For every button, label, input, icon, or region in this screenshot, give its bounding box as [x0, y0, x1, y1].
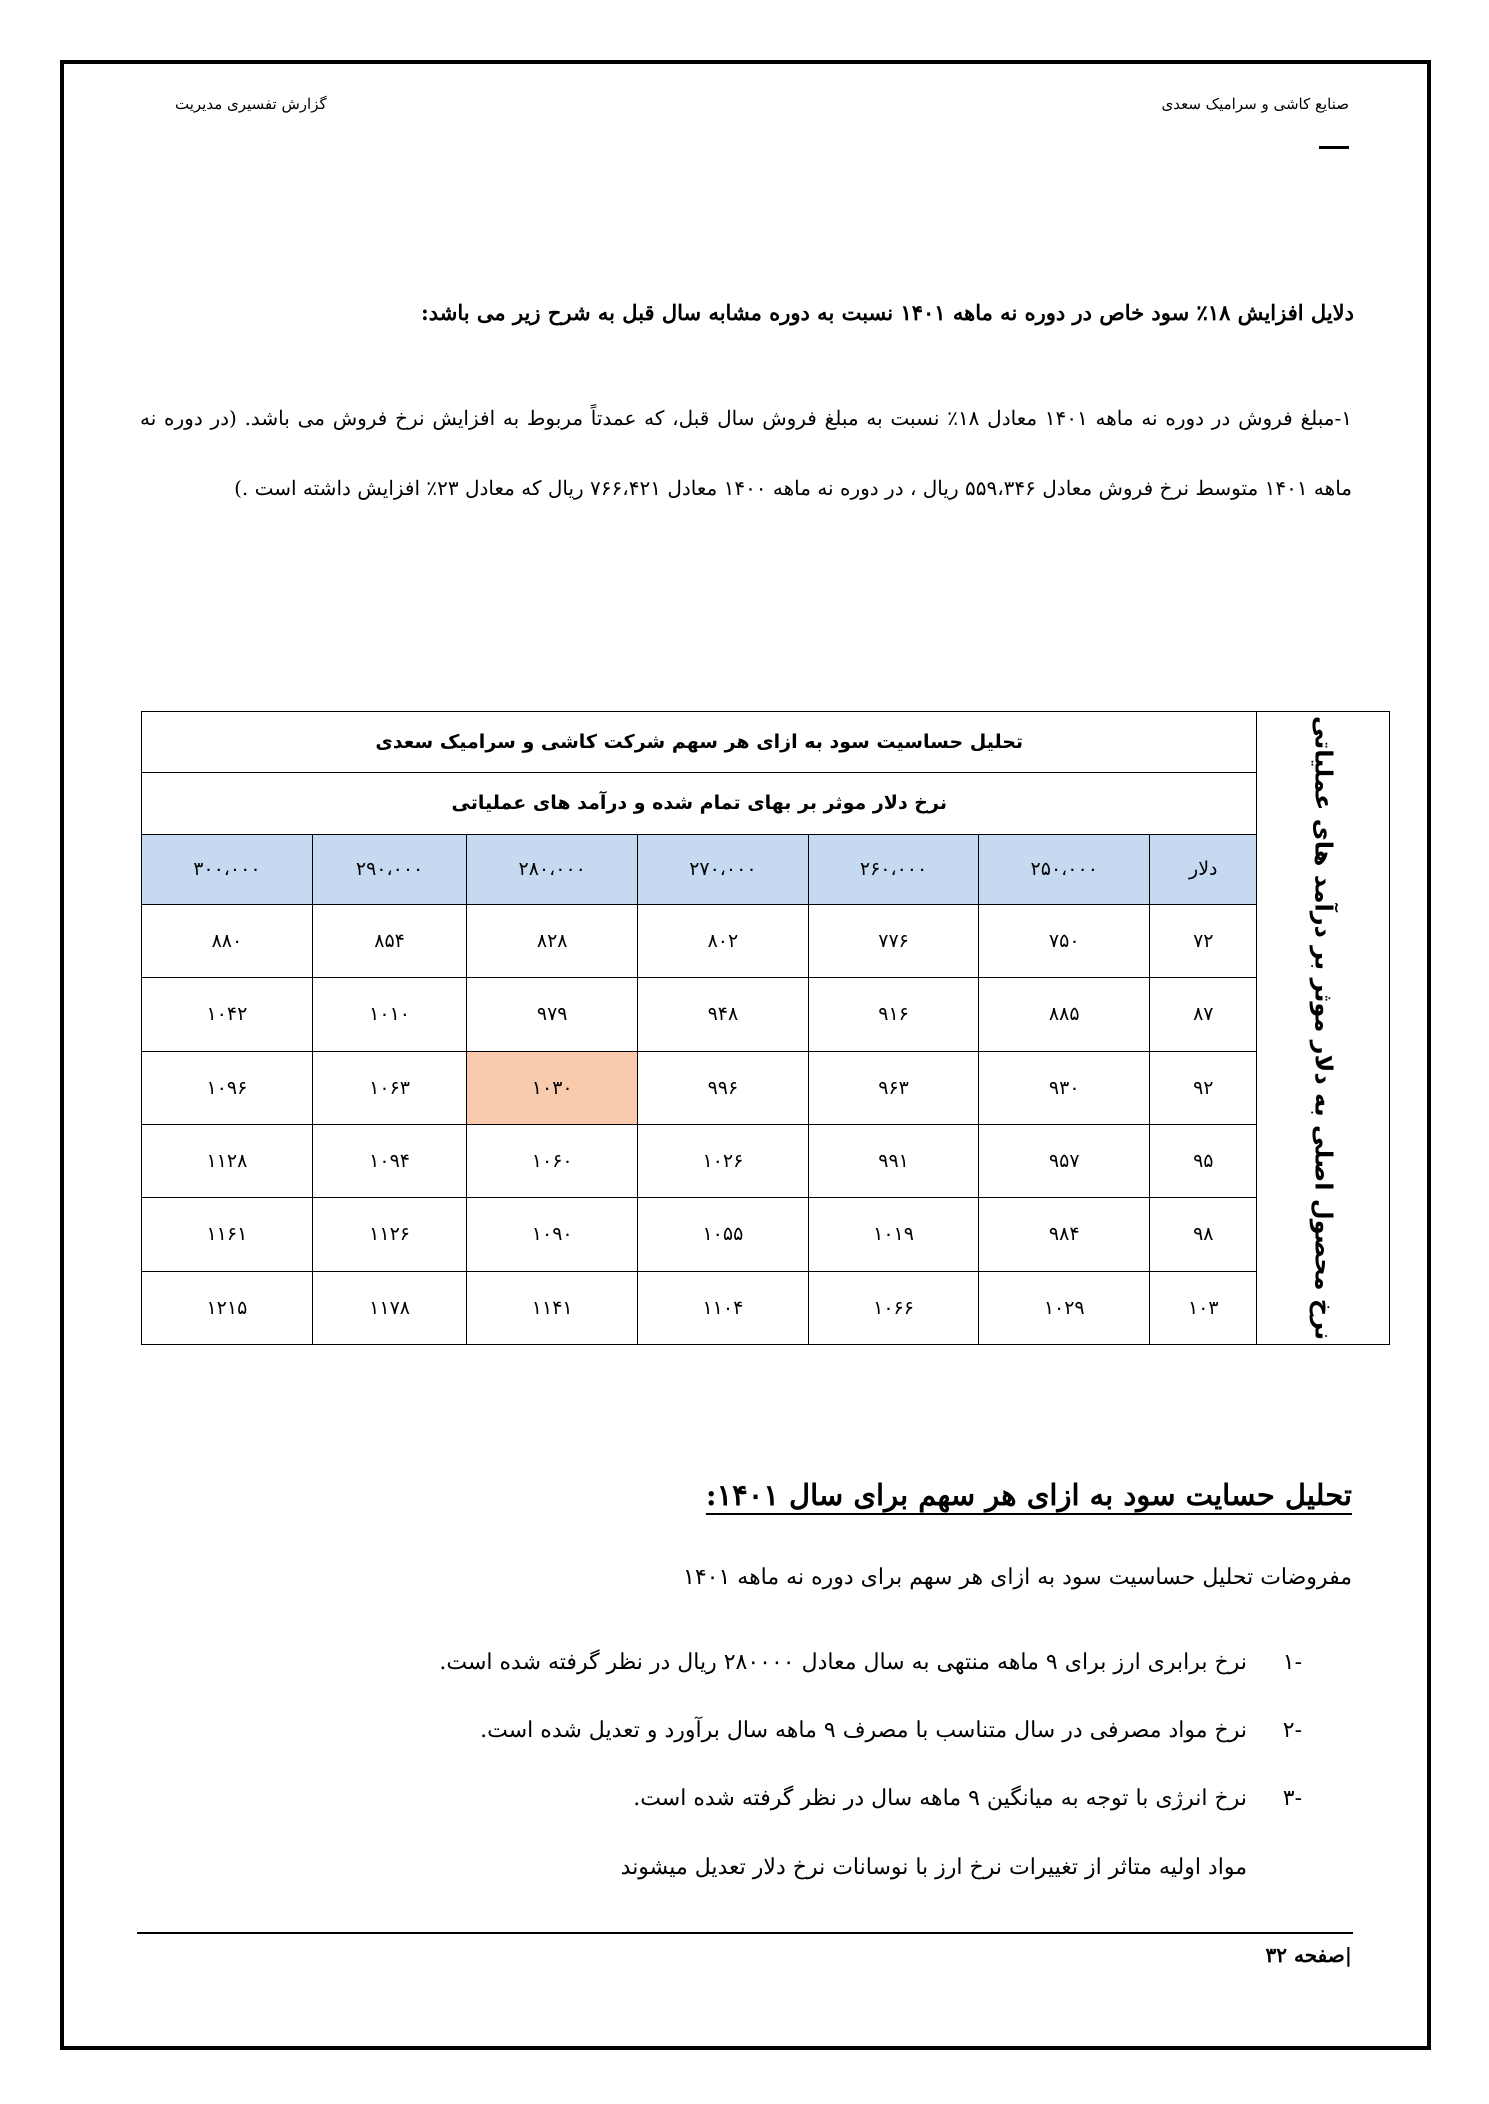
table-cell: ۱۰۹۶: [142, 1051, 313, 1124]
table-cell: ۹۶۳: [808, 1051, 979, 1124]
table-cell: ۸۲۸: [467, 904, 638, 977]
table-row: [142, 1051, 1390, 1124]
table-row: [142, 978, 1390, 1051]
page-number: |صفحه ۳۲: [1265, 1943, 1352, 1967]
table-cell: ۱۱۲۸: [142, 1124, 313, 1197]
assumption-number: -۳: [1282, 1786, 1302, 1811]
table-cell: ۷۷۶: [808, 904, 979, 977]
table-cell: ۱۲۱۵: [142, 1271, 313, 1344]
row-dollar-rate: ۱۰۳: [1150, 1271, 1257, 1344]
table-cell: ۱۰۵۵: [638, 1198, 809, 1271]
column-header: ۲۵۰،۰۰۰: [979, 834, 1150, 904]
sensitivity-table: [141, 711, 1390, 1345]
table-cell: ۱۰۱۰: [312, 978, 467, 1051]
assumption-text: نرخ انرژی با توجه به میانگین ۹ ماهه سال در نظر گرفته شده است.: [633, 1786, 1247, 1811]
table-vertical-label-cell: [1257, 712, 1390, 1345]
column-header: ۲۹۰،۰۰۰: [312, 834, 467, 904]
table-cell: ۱۰۹۴: [312, 1124, 467, 1197]
row-dollar-rate: ۹۸: [1150, 1198, 1257, 1271]
paragraph-text: ۱-مبلغ فروش در دوره نه ماهه ۱۴۰۱ معادل ۱۸٪ نسبت به مبلغ فروش سال قبل، که عمدتاً مربوط به افزایش نرخ فروش می باشد. (در دوره نه ماهه ۱۴۰۱ متوسط نرخ فروش معادل ۵۵۹،۳۴۶ ریال ، در دوره نه ماهه ۱۴۰۰ معادل ۷۶۶،۴۲۱ ریال که معادل ۲۳٪ افزایش داشته است .): [140, 406, 1353, 500]
table-cell: ۱۰۱۹: [808, 1198, 979, 1271]
table-cell: ۹۱۶: [808, 978, 979, 1051]
table-cell: ۹۸۴: [979, 1198, 1150, 1271]
table-cell: ۱۰۶۶: [808, 1271, 979, 1344]
table-cell: ۱۱۰۴: [638, 1271, 809, 1344]
header-company: صنایع کاشی و سرامیک سعدی: [1161, 95, 1349, 113]
table-cell: ۹۴۸: [638, 978, 809, 1051]
table-cell: ۱۱۴۱: [467, 1271, 638, 1344]
table-subtitle: نرخ دلار موثر بر بهای تمام شده و درآمد های عملیاتی: [142, 773, 1257, 834]
assumption-number: -۱: [1282, 1650, 1302, 1675]
table-row: [142, 1198, 1390, 1271]
assumption-note: مواد اولیه متاثر از تغییرات نرخ ارز با نوسانات نرخ دلار تعدیل میشوند: [620, 1855, 1247, 1880]
table-cell: ۹۷۹: [467, 978, 638, 1051]
table-cell: ۱۰۹۰: [467, 1198, 638, 1271]
table-cell: ۱۰۲۹: [979, 1271, 1150, 1344]
table-cell: ۸۸۵: [979, 978, 1150, 1051]
table-cell: ۱۱۷۸: [312, 1271, 467, 1344]
assumption-item: [202, 1786, 1302, 1816]
table-cell: ۹۳۰: [979, 1051, 1150, 1124]
table-row: [142, 1124, 1390, 1197]
table-cell: ۱۱۶۱: [142, 1198, 313, 1271]
table-cell: ۹۹۶: [638, 1051, 809, 1124]
row-dollar-rate: ۹۲: [1150, 1051, 1257, 1124]
row-dollar-rate: ۷۲: [1150, 904, 1257, 977]
assumption-number: -۲: [1282, 1718, 1302, 1743]
column-header: ۲۷۰،۰۰۰: [638, 834, 809, 904]
table-cell: ۸۵۴: [312, 904, 467, 977]
table-cell: ۸۰۲: [638, 904, 809, 977]
assumption-item: [202, 1650, 1302, 1680]
column-header: ۳۰۰،۰۰۰: [142, 834, 313, 904]
assumption-text: نرخ برابری ارز برای ۹ ماهه منتهی به سال معادل ۲۸۰۰۰۰ ریال در نظر گرفته شده است.: [439, 1650, 1247, 1675]
header-report-title: گزارش تفسیری مدیریت: [175, 95, 327, 113]
table-cell: ۹۹۱: [808, 1124, 979, 1197]
row-dollar-rate: ۹۵: [1150, 1124, 1257, 1197]
table-cell-highlighted: ۱۰۳۰: [467, 1051, 638, 1124]
section-heading-sensitivity: تحلیل حسایت سود به ازای هر سهم برای سال ۱۴۰۱:: [705, 1478, 1352, 1512]
table-cell: ۹۵۷: [979, 1124, 1150, 1197]
header-dash: [1319, 146, 1349, 149]
table-cell: ۱۰۴۲: [142, 978, 313, 1051]
table-cell: ۷۵۰: [979, 904, 1150, 977]
table-cell: ۱۱۲۶: [312, 1198, 467, 1271]
assumption-item: [202, 1718, 1302, 1748]
table-header-row: [142, 834, 1390, 904]
assumptions-intro: مفروضات تحلیل حساسیت سود به ازای هر سهم برای دوره نه ماهه ۱۴۰۱: [683, 1565, 1352, 1590]
footer-rule: [137, 1932, 1353, 1934]
table-vertical-label: نرخ محصول اصلی به دلار موثر بر درآمد های عملیاتی: [1309, 715, 1338, 1341]
table-row: [142, 1271, 1390, 1344]
column-header: ۲۸۰،۰۰۰: [467, 834, 638, 904]
table-row: [142, 904, 1390, 977]
reasons-paragraph: [140, 383, 1352, 523]
table-cell: ۱۰۲۶: [638, 1124, 809, 1197]
assumption-text: نرخ مواد مصرفی در سال متناسب با مصرف ۹ ماهه سال برآورد و تعدیل شده است.: [480, 1718, 1247, 1743]
table-cell: ۸۸۰: [142, 904, 313, 977]
column-header: ۲۶۰،۰۰۰: [808, 834, 979, 904]
section-heading-reasons: دلایل افزایش ۱۸٪ سود خاص در دوره نه ماهه ۱۴۰۱ نسبت به دوره مشابه سال قبل به شرح زیر می باشد:: [420, 300, 1354, 325]
table-cell: ۱۰۶۳: [312, 1051, 467, 1124]
row-dollar-rate: ۸۷: [1150, 978, 1257, 1051]
table-cell: ۱۰۶۰: [467, 1124, 638, 1197]
table-title: تحلیل حساسیت سود به ازای هر سهم شرکت کاشی و سرامیک سعدی: [142, 712, 1257, 773]
table-corner-label: دلار: [1150, 834, 1257, 904]
